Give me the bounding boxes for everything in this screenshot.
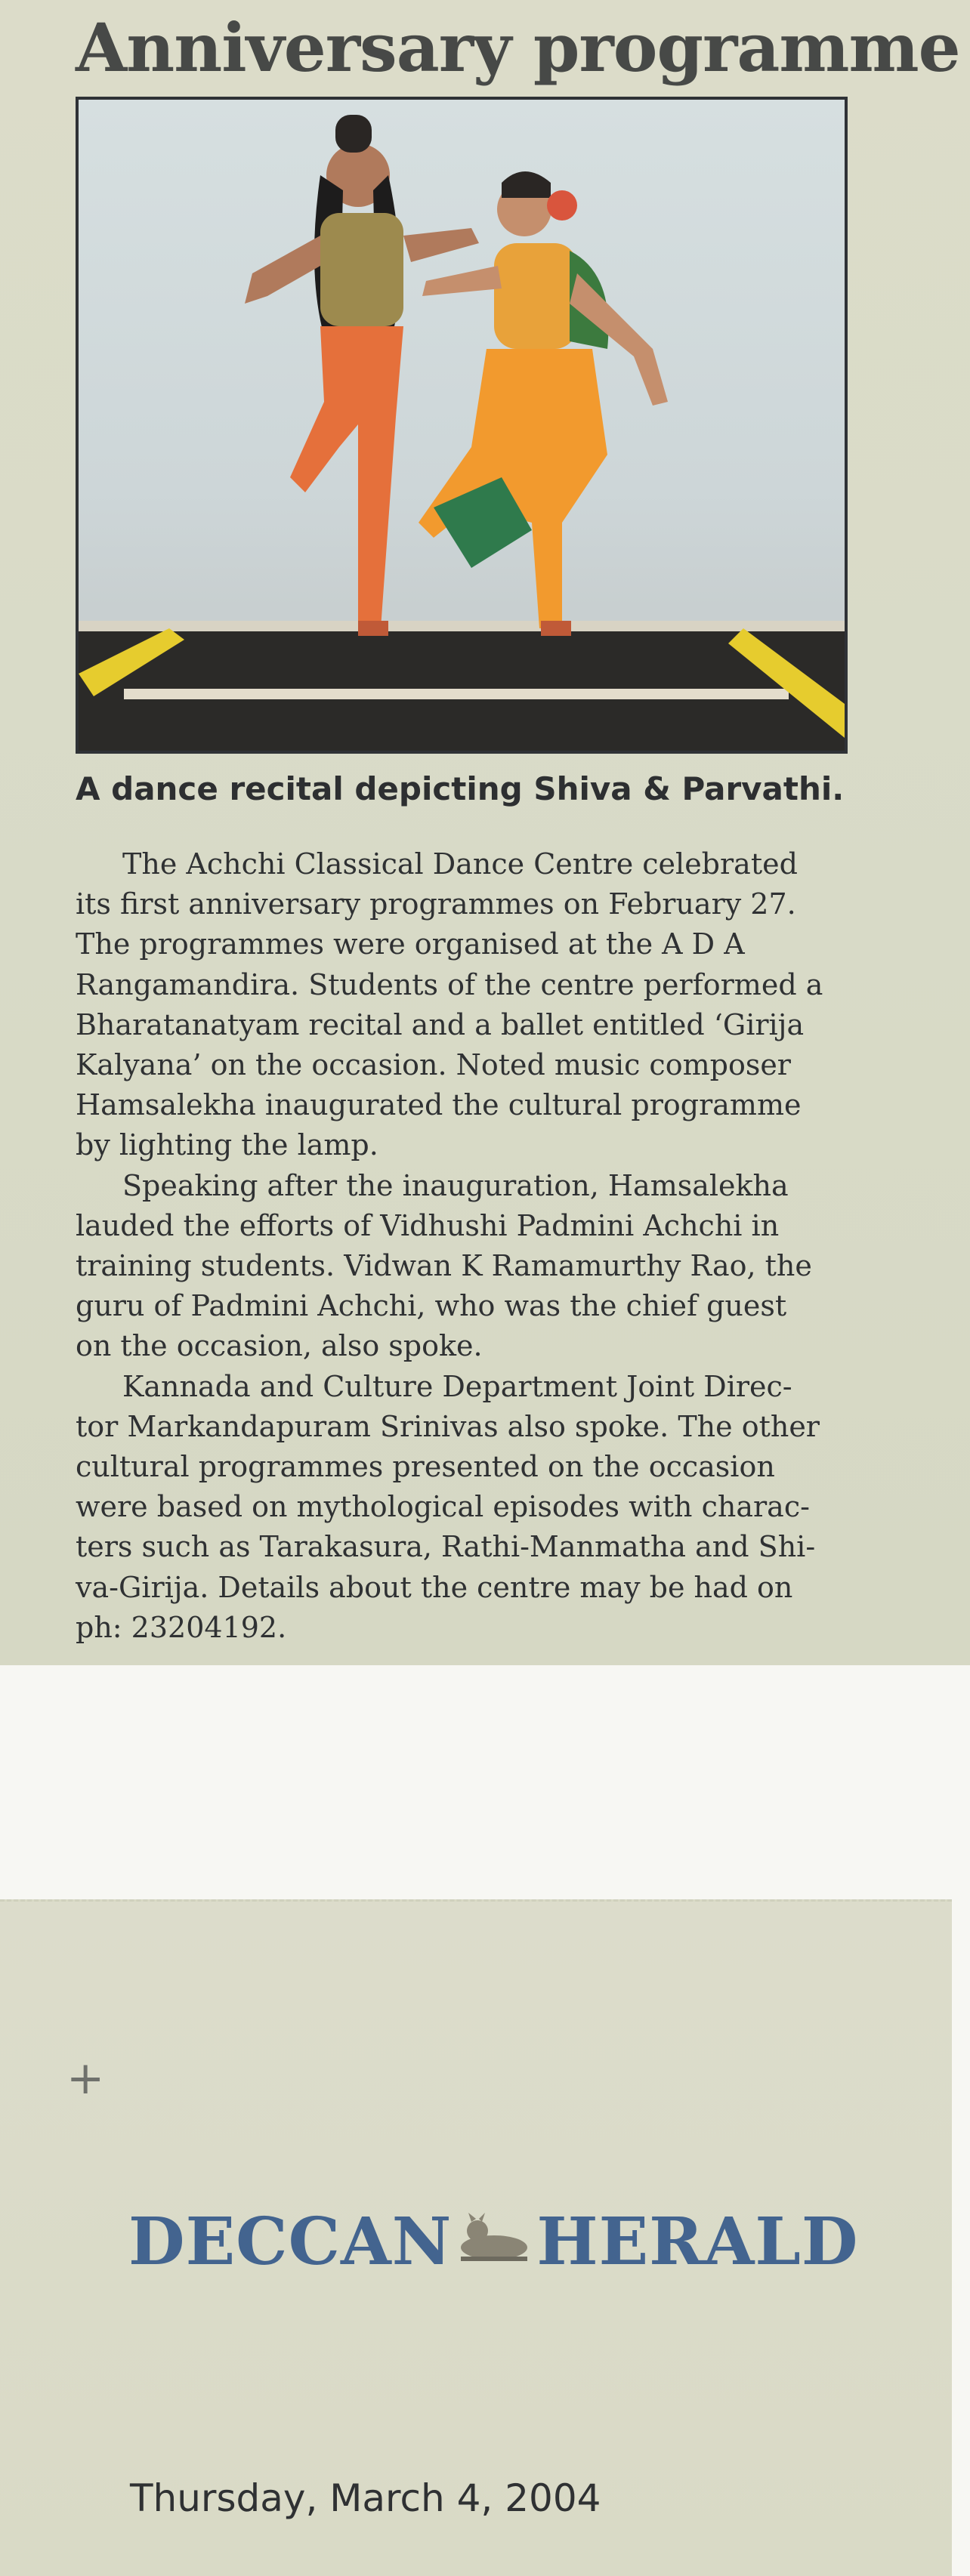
article-line: ters such as Tarakasura, Rathi-Manmatha and Shi-	[76, 1530, 816, 1564]
dance-photo	[76, 97, 848, 754]
reclining-animal-emblem-icon	[456, 2204, 532, 2280]
article-line: Hamsalekha inaugurated the cultural programme	[76, 1088, 802, 1122]
headline: Anniversary programme	[76, 8, 960, 87]
dancers-illustration	[79, 100, 845, 751]
article-line: cultural programmes presented on the occasion	[76, 1450, 775, 1484]
article-line: ph: 23204192.	[76, 1610, 287, 1644]
article-line: on the occasion, also spoke.	[76, 1329, 483, 1363]
article-line: its first anniversary programmes on February 27.	[76, 887, 796, 921]
publication-date: Thursday, March 4, 2004	[130, 2476, 601, 2520]
article-line: by lighting the lamp.	[76, 1128, 378, 1162]
article-line: va-Girija. Details about the centre may be had on	[76, 1570, 793, 1604]
article-line: Kalyana’ on the occasion. Noted music composer	[76, 1048, 791, 1082]
article-line: The programmes were organised at the A D A	[76, 927, 745, 961]
article-line: training students. Vidwan K Ramamurthy Rao, the	[76, 1249, 812, 1283]
shiva-figure	[245, 115, 479, 636]
article-line: lauded the efforts of Vidhushi Padmini Achchi in	[76, 1208, 780, 1242]
photo-caption: A dance recital depicting Shiva & Parvathi.	[76, 770, 845, 807]
article-body	[76, 844, 876, 1648]
article-line: guru of Padmini Achchi, who was the chief guest	[76, 1289, 787, 1323]
article-line: were based on mythological episodes with charac-	[76, 1490, 810, 1524]
article-line: tor Markandapuram Srinivas also spoke. The other	[76, 1409, 820, 1443]
newspaper-masthead	[128, 2204, 858, 2279]
article-line: Bharatanatyam recital and a ballet entitled ‘Girija	[76, 1007, 805, 1041]
article-line: Rangamandira. Students of the centre performed a	[76, 967, 823, 1001]
article-line: Kannada and Culture Department Joint Direc-	[122, 1369, 792, 1403]
masthead-word-left: DECCAN	[128, 2203, 453, 2280]
article-line: Speaking after the inauguration, Hamsalekha	[122, 1168, 789, 1202]
registration-mark: +	[66, 2052, 105, 2105]
article-line: The Achchi Classical Dance Centre celebrated	[122, 847, 798, 881]
masthead-word-right: HERALD	[536, 2203, 859, 2280]
